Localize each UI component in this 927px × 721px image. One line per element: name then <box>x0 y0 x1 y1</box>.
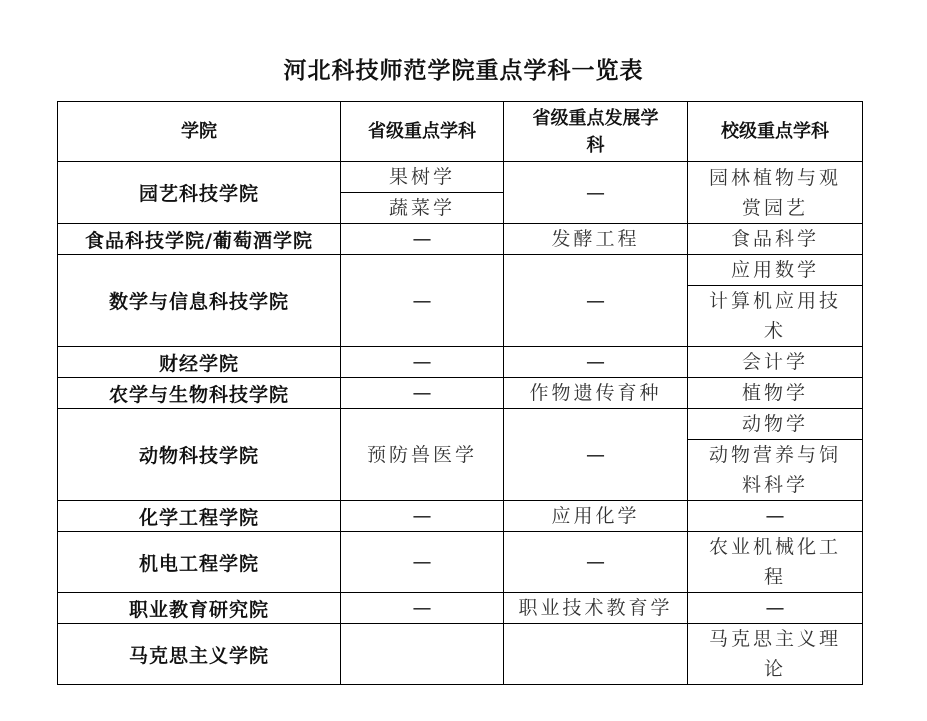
table-row <box>58 532 863 593</box>
school-key-list <box>688 409 862 500</box>
table-row <box>58 409 863 501</box>
table-row <box>58 255 863 347</box>
subject-item: 蔬菜学 <box>341 193 503 224</box>
provincial-key-cell <box>341 162 504 224</box>
college-cell: 食品科技学院/葡萄酒学院 <box>58 224 341 255</box>
school-key-cell: — <box>688 501 863 532</box>
subject-item: 园林植物与观赏园艺 <box>708 166 841 219</box>
college-cell: 动物科技学院 <box>58 409 341 501</box>
subject-item-text: 计算机应用技术 <box>708 290 841 342</box>
header-provincial-dev-label: 省级重点发展学科 <box>532 107 659 156</box>
subject-item: 马克思主义理论 <box>708 628 841 680</box>
provincial-key-list <box>341 162 503 223</box>
provincial-key-cell: — <box>341 532 504 593</box>
provincial-key-cell: — <box>341 347 504 378</box>
provincial-key-cell: — <box>341 501 504 532</box>
provincial-dev-cell: — <box>504 409 688 501</box>
table-row <box>58 224 863 255</box>
school-key-cell <box>688 532 863 593</box>
college-cell: 财经学院 <box>58 347 341 378</box>
provincial-key-cell: — <box>341 255 504 347</box>
subject-item: 农业机械化工程 <box>708 536 841 588</box>
provincial-key-cell: — <box>341 224 504 255</box>
subject-item: 动物学 <box>741 413 808 435</box>
college-cell: 机电工程学院 <box>58 532 341 593</box>
table-row <box>58 347 863 378</box>
provincial-dev-cell: 职业技术教育学 <box>504 593 688 624</box>
header-school-key: 校级重点学科 <box>688 102 863 162</box>
table-row <box>58 624 863 685</box>
table-row <box>58 593 863 624</box>
subject-item <box>688 440 862 501</box>
subject-item: 果树学 <box>388 166 455 188</box>
table-row <box>58 378 863 409</box>
key-disciplines-table <box>57 101 863 685</box>
provincial-key-cell: — <box>341 378 504 409</box>
provincial-dev-cell: 应用化学 <box>504 501 688 532</box>
school-key-list <box>688 255 862 346</box>
subject-item <box>688 286 862 347</box>
college-cell: 园艺科技学院 <box>58 162 341 224</box>
school-key-cell <box>688 255 863 347</box>
header-college: 学院 <box>58 102 341 162</box>
school-key-cell: 会计学 <box>688 347 863 378</box>
provincial-dev-cell: 作物遗传育种 <box>504 378 688 409</box>
table-header-row <box>58 102 863 162</box>
college-cell: 农学与生物科技学院 <box>58 378 341 409</box>
table-row <box>58 501 863 532</box>
subject-item: 应用数学 <box>730 259 819 281</box>
provincial-key-cell: — <box>341 593 504 624</box>
provincial-key-cell <box>341 624 504 685</box>
provincial-dev-cell <box>504 624 688 685</box>
page-title: 河北科技师范学院重点学科一览表 <box>283 58 644 84</box>
college-cell: 职业教育研究院 <box>58 593 341 624</box>
school-key-cell <box>688 162 863 224</box>
school-key-cell: — <box>688 593 863 624</box>
header-provincial-key: 省级重点学科 <box>341 102 504 162</box>
table-row <box>58 162 863 224</box>
school-key-cell: 食品科学 <box>688 224 863 255</box>
subject-item-text: 动物营养与饲料科学 <box>708 444 841 496</box>
college-cell: 化学工程学院 <box>58 501 341 532</box>
provincial-dev-cell: — <box>504 162 688 224</box>
school-key-cell <box>688 409 863 501</box>
college-cell: 数学与信息科技学院 <box>58 255 341 347</box>
provincial-dev-cell: — <box>504 347 688 378</box>
provincial-dev-cell: — <box>504 532 688 593</box>
provincial-key-cell: 预防兽医学 <box>341 409 504 501</box>
school-key-cell: 植物学 <box>688 378 863 409</box>
header-provincial-dev <box>504 102 688 162</box>
school-key-cell <box>688 624 863 685</box>
college-cell: 马克思主义学院 <box>58 624 341 685</box>
provincial-dev-cell: 发酵工程 <box>504 224 688 255</box>
provincial-dev-cell: — <box>504 255 688 347</box>
